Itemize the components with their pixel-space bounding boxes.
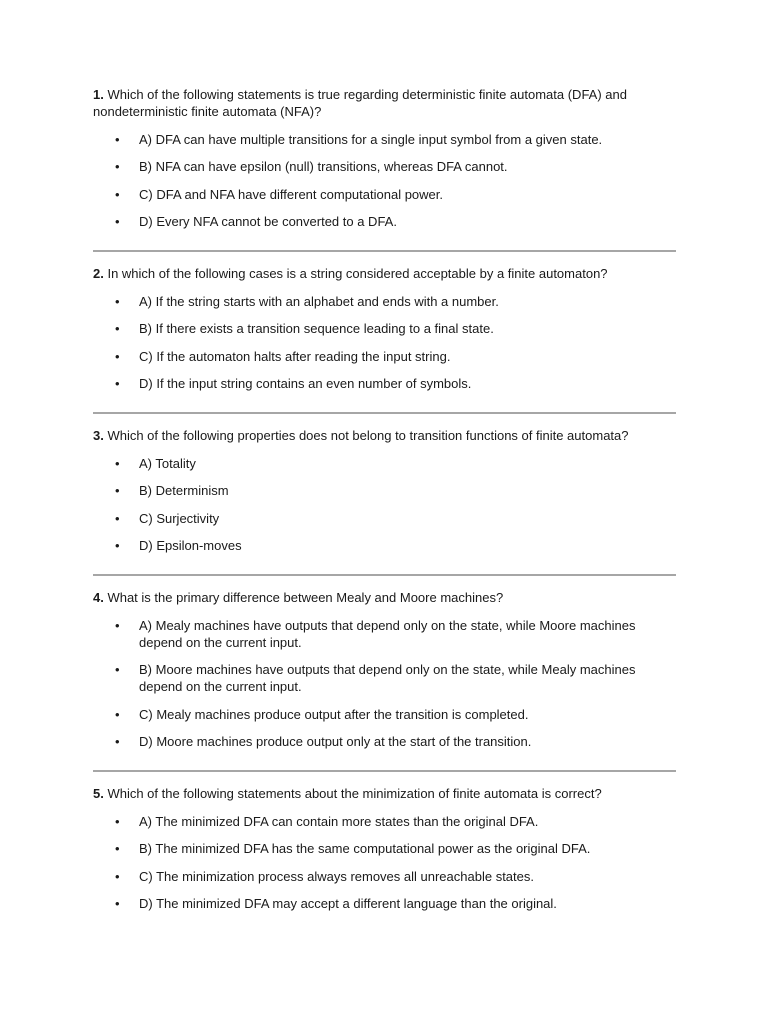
bullet-icon: • bbox=[115, 813, 120, 829]
option-text: B) NFA can have epsilon (null) transitions, whereas DFA cannot. bbox=[139, 159, 508, 174]
option-text: B) The minimized DFA has the same computational power as the original DFA. bbox=[139, 841, 591, 856]
quiz-document bbox=[93, 86, 676, 912]
option-item bbox=[93, 213, 676, 230]
bullet-icon: • bbox=[115, 662, 120, 677]
bullet-icon: • bbox=[115, 455, 120, 471]
question-number: 2. bbox=[93, 266, 104, 281]
option-text: C) The minimization process always removes all unreachable states. bbox=[139, 868, 534, 884]
option-item bbox=[93, 661, 676, 695]
option-item bbox=[93, 131, 676, 148]
option-text: C) Surjectivity bbox=[139, 510, 220, 526]
option-list bbox=[93, 293, 676, 393]
bullet-icon: • bbox=[115, 186, 120, 202]
bullet-icon: • bbox=[115, 510, 120, 526]
option-item bbox=[93, 186, 676, 203]
question-number: 3. bbox=[93, 428, 104, 443]
question-prompt: Which of the following properties does not belong to transition functions of finite automata? bbox=[103, 428, 629, 443]
option-item bbox=[93, 617, 676, 651]
option-item bbox=[93, 320, 676, 337]
option-text: A) If the string starts with an alphabet and ends with a number. bbox=[139, 293, 499, 309]
option-item bbox=[93, 733, 676, 750]
question-text bbox=[93, 589, 676, 606]
option-item bbox=[93, 537, 676, 554]
option-text: A) Totality bbox=[139, 455, 196, 471]
bullet-icon: • bbox=[115, 617, 120, 633]
bullet-icon: • bbox=[115, 896, 120, 911]
option-text: A) Mealy machines have outputs that depend only on the state, while Moore machines depend on the current input. bbox=[139, 617, 636, 650]
option-text: D) The minimized DFA may accept a different language than the original. bbox=[139, 896, 557, 911]
question-number: 1. bbox=[93, 87, 104, 102]
bullet-icon: • bbox=[115, 706, 120, 722]
option-item bbox=[93, 375, 676, 392]
question-text bbox=[93, 427, 676, 444]
option-item bbox=[93, 482, 676, 499]
option-item bbox=[93, 455, 676, 472]
question-prompt: What is the primary difference between Mealy and Moore machines? bbox=[103, 590, 504, 605]
option-text: C) DFA and NFA have different computational power. bbox=[139, 186, 443, 202]
option-text: C) Mealy machines produce output after the transition is completed. bbox=[139, 706, 529, 722]
option-list bbox=[93, 455, 676, 555]
option-item bbox=[93, 895, 676, 912]
option-item bbox=[93, 510, 676, 527]
question-1 bbox=[93, 86, 676, 230]
question-text bbox=[93, 265, 676, 282]
option-item bbox=[93, 158, 676, 175]
option-text: D) If the input string contains an even number of symbols. bbox=[139, 376, 472, 391]
bullet-icon: • bbox=[115, 868, 120, 884]
section-divider bbox=[93, 574, 676, 576]
option-list bbox=[93, 617, 676, 751]
option-item bbox=[93, 706, 676, 723]
bullet-icon: • bbox=[115, 734, 120, 749]
bullet-icon: • bbox=[115, 321, 120, 336]
option-text: B) If there exists a transition sequence leading to a final state. bbox=[139, 321, 494, 336]
option-text: D) Epsilon-moves bbox=[139, 538, 242, 553]
option-text: B) Moore machines have outputs that depend only on the state, while Mealy machines depend on the current input. bbox=[139, 662, 636, 694]
bullet-icon: • bbox=[115, 214, 120, 229]
option-text: D) Moore machines produce output only at the start of the transition. bbox=[139, 734, 532, 749]
question-4 bbox=[93, 589, 676, 750]
bullet-icon: • bbox=[115, 376, 120, 391]
bullet-icon: • bbox=[115, 483, 120, 498]
option-item bbox=[93, 348, 676, 365]
option-text: B) Determinism bbox=[139, 483, 229, 498]
option-item bbox=[93, 813, 676, 830]
question-text bbox=[93, 785, 676, 802]
question-3 bbox=[93, 427, 676, 554]
question-number: 4. bbox=[93, 590, 104, 605]
section-divider bbox=[93, 770, 676, 772]
option-item bbox=[93, 840, 676, 857]
question-5 bbox=[93, 785, 676, 912]
question-text bbox=[93, 86, 676, 120]
option-item bbox=[93, 868, 676, 885]
option-text: A) The minimized DFA can contain more states than the original DFA. bbox=[139, 813, 539, 829]
bullet-icon: • bbox=[115, 293, 120, 309]
option-list bbox=[93, 131, 676, 231]
section-divider bbox=[93, 250, 676, 252]
option-list bbox=[93, 813, 676, 913]
question-prompt: Which of the following statements about the minimization of finite automata is correct? bbox=[103, 786, 602, 801]
question-number: 5. bbox=[93, 786, 104, 801]
section-divider bbox=[93, 412, 676, 414]
option-item bbox=[93, 293, 676, 310]
question-prompt: Which of the following statements is true regarding deterministic finite automata (DFA) and nondeterministic finite automata (NFA)? bbox=[93, 87, 627, 119]
question-2 bbox=[93, 265, 676, 392]
bullet-icon: • bbox=[115, 131, 120, 147]
bullet-icon: • bbox=[115, 159, 120, 174]
question-prompt: In which of the following cases is a string considered acceptable by a finite automaton? bbox=[103, 266, 608, 281]
option-text: A) DFA can have multiple transitions for a single input symbol from a given state. bbox=[139, 131, 603, 147]
option-text: C) If the automaton halts after reading the input string. bbox=[139, 348, 451, 364]
bullet-icon: • bbox=[115, 538, 120, 553]
option-text: D) Every NFA cannot be converted to a DFA. bbox=[139, 214, 397, 229]
bullet-icon: • bbox=[115, 348, 120, 364]
bullet-icon: • bbox=[115, 841, 120, 856]
